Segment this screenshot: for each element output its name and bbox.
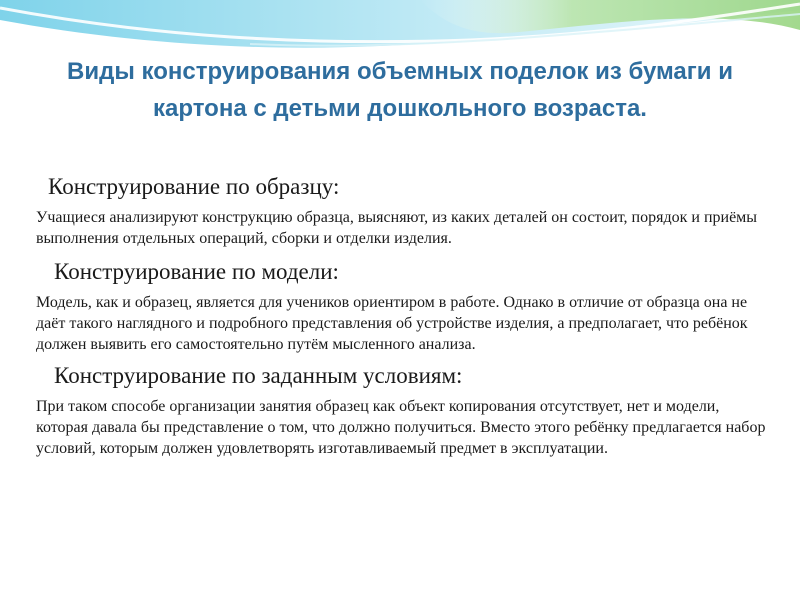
section-heading-model: Конструирование по модели:: [54, 259, 339, 284]
section-text-model: Модель, как и образец, является для учеников ориентиром в работе. Однако в отличие от образца она не даёт такого наглядного и подробного представления об устройстве изделия, а предполагает, что ребёнок должен выявить его самостоятельно путём мысленного анализа.: [36, 294, 748, 353]
slide-body: [36, 172, 766, 459]
section-heading-sample: Конструирование по образцу:: [48, 174, 340, 199]
section-text-sample: Учащиеся анализируют конструкцию образца, выясняют, из каких деталей он состоит, порядок и приёмы выполнения отдельных операций, сборки и отделки изделия.: [36, 209, 758, 247]
section-heading-conditions: Конструирование по заданным условиям:: [54, 363, 463, 388]
slide-title: Виды конструирования объемных поделок из бумаги и картона с детьми дошкольного возраста.: [67, 58, 733, 122]
section-text-conditions: При таком способе организации занятия образец как объект копирования отсутствует, нет и модели, которая давала бы представление о том, что должно получиться. Вместо этого ребёнку предлагается набор условий, которым должен удовлетворять изготавливаемый предмет в эксплуатации.: [36, 398, 766, 457]
